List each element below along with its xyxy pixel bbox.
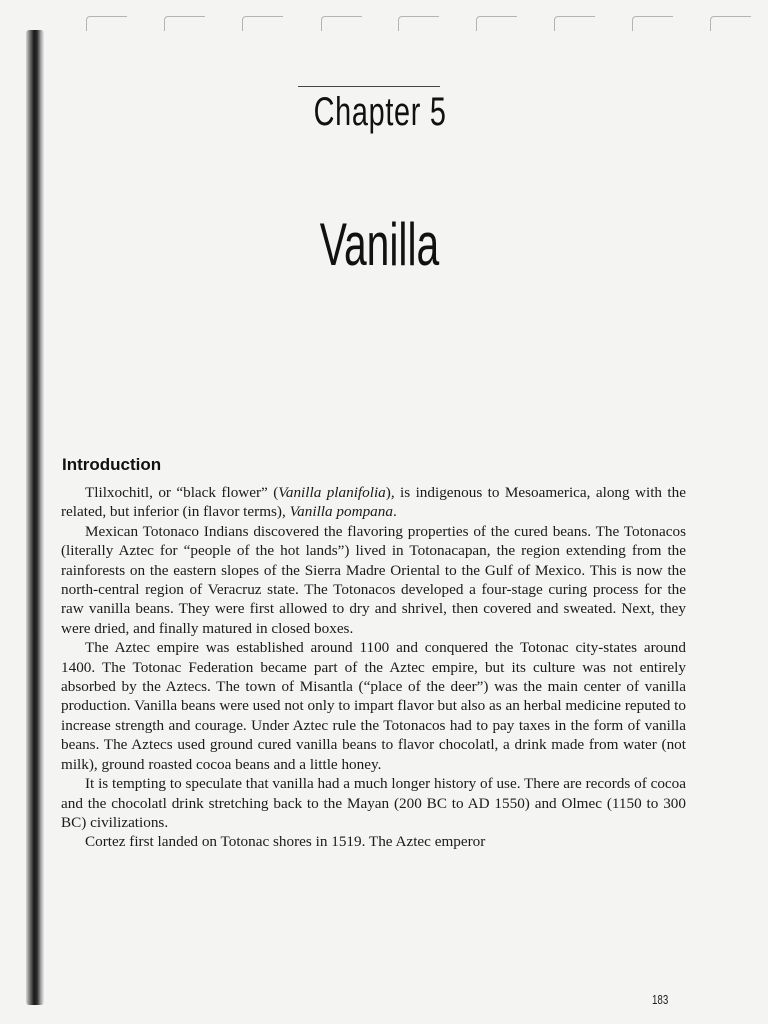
binding-edge: [26, 30, 44, 1005]
paragraph: Mexican Totonaco Indians discovered the flavoring properties of the cured beans. The Totonacos (literally Aztec for “people of the hot lands”) lived in Totonacapan, the region extending from the rainforests on the eastern slopes of the Sierra Madre Oriental to the Gulf of Mexico. This is now the north-central region of Veracruz state. The Totonacos developed a four-stage curing process for the raw vanilla beans. They were first allowed to dry and shrivel, then covered and sweated. Next, they were dried, and finally matured in closed boxes.: [61, 522, 686, 637]
page-number: 183: [652, 992, 669, 1007]
binder-tab: [242, 16, 283, 31]
body-text: [61, 483, 686, 852]
binder-tab: [321, 16, 362, 31]
binder-tabs: [60, 8, 768, 38]
chapter-label: Chapter 5: [313, 90, 447, 134]
binder-tab: [398, 16, 439, 31]
text-run: .: [392, 503, 397, 521]
paragraph: Cortez first landed on Totonac shores in 1519. The Aztec emperor: [85, 833, 486, 851]
paragraph: [61, 483, 686, 522]
binder-tab: [554, 16, 595, 31]
section-heading: Introduction: [62, 455, 162, 474]
paragraph: It is tempting to speculate that vanilla had a much longer history of use. There are records of cocoa and the chocolatl drink stretching back to the Mayan (200 BC to AD 1550) and Olmec (1150 to 300 BC) civilizations.: [61, 775, 686, 831]
paragraph: The Aztec empire was established around 1100 and conquered the Totonac city-states around 1400. The Totonac Federation became part of the Aztec empire, but its culture was not entirely absorbed by the Aztecs. The town of Misantla (“place of the deer”) was the main center of vanilla production. Vanilla beans were used not only to impart flavor but also as an herbal medicine reputed to increase strength and courage. Under Aztec rule the Totonacos had to pay taxes in the form of vanilla beans. The Aztecs used ground cured vanilla beans to flavor chocolatl, a drink made from water (not milk), ground roasted cocoa beans and a little honey.: [61, 639, 686, 773]
binder-tab: [476, 16, 517, 31]
binder-tab: [632, 16, 673, 31]
text-run: ), is indigenous to Mesoamerica, along with the related, but inferior (in flavor terms),: [61, 484, 686, 521]
chapter-rule: [298, 86, 440, 87]
species-name: Vanilla pompana: [289, 503, 393, 521]
species-name: Vanilla planifolia: [278, 484, 386, 501]
chapter-title: Vanilla: [319, 211, 440, 278]
binder-tab: [164, 16, 205, 31]
binder-tab: [710, 16, 751, 31]
text-run: Tlilxochitl, or “black flower” (: [85, 484, 279, 501]
binder-tab: [86, 16, 127, 31]
